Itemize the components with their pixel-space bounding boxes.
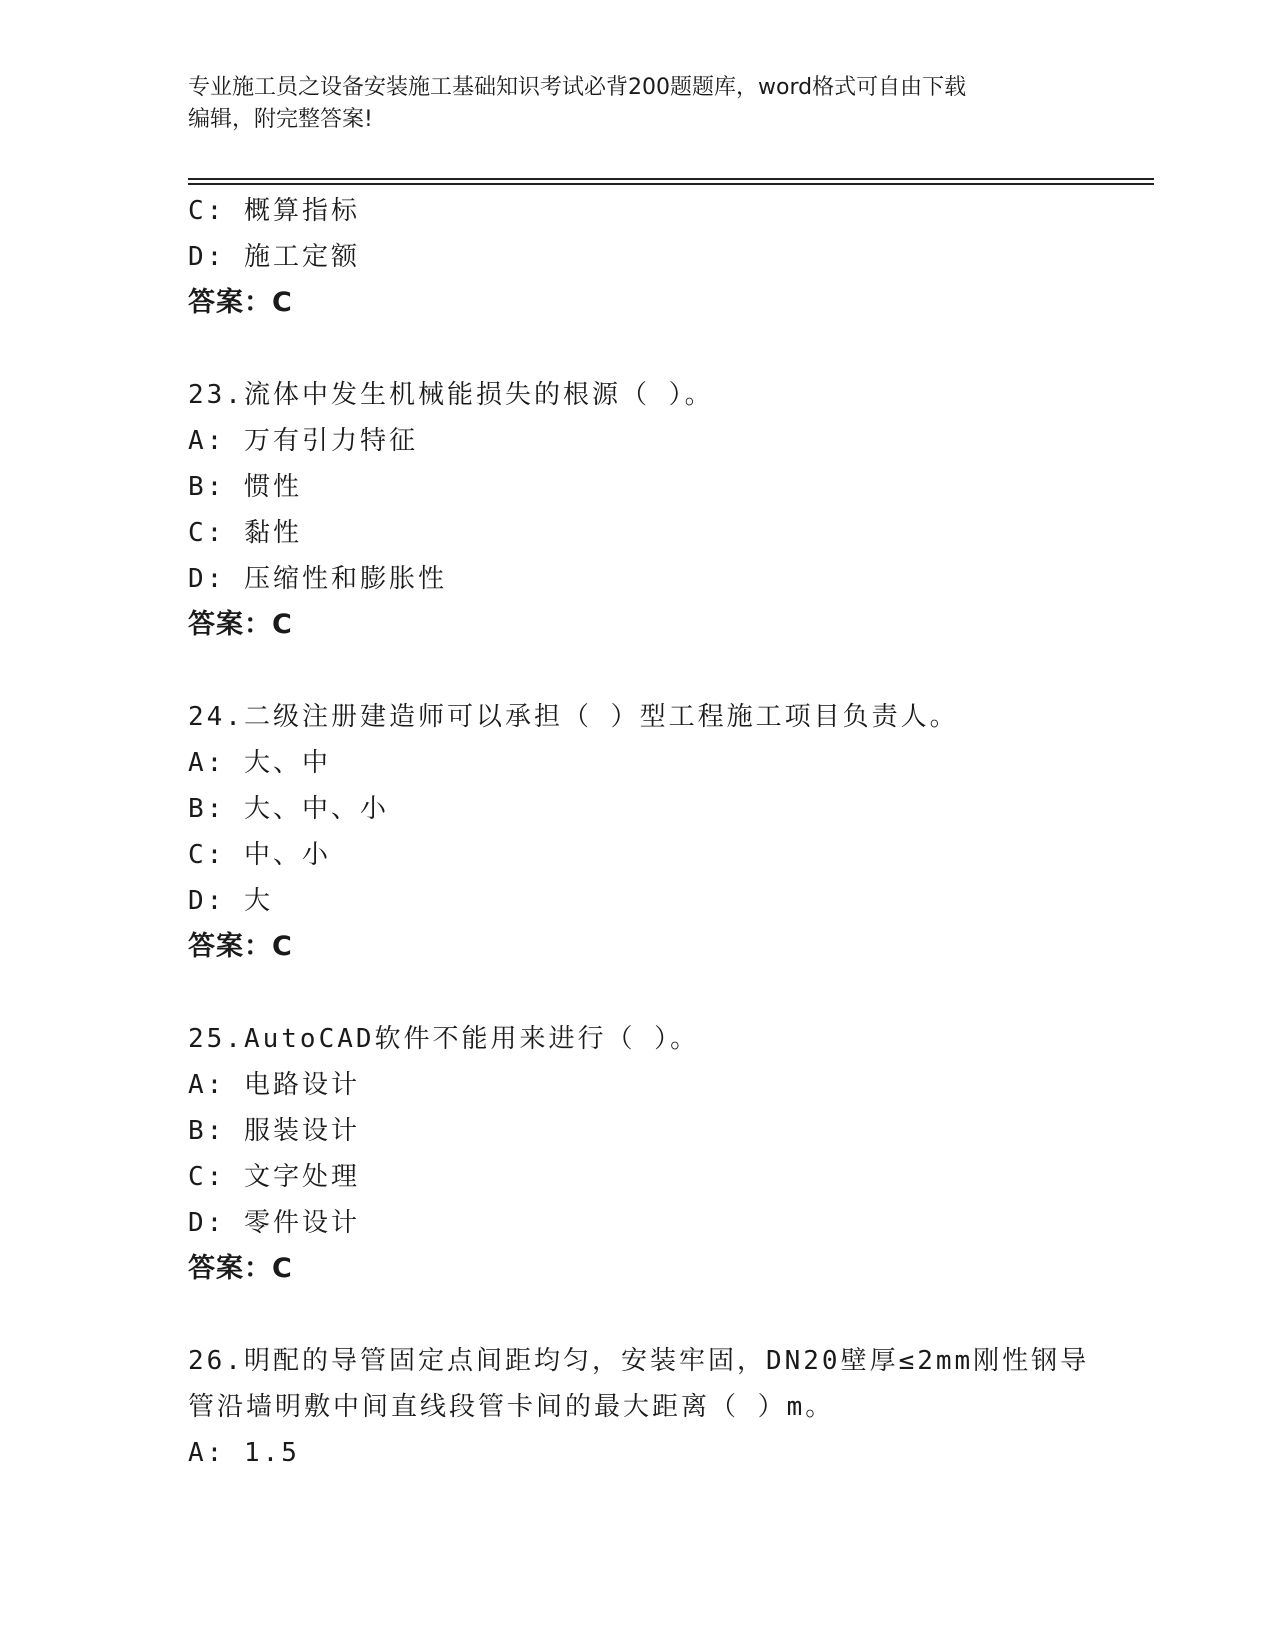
question-25-text: 25.AutoCAD软件不能用来进行（ ）。 (188, 1024, 700, 1054)
header-divider-bottom (188, 183, 1154, 185)
question-23-option-b: B: 惯性 (188, 472, 302, 502)
question-23-option-a: A: 万有引力特征 (188, 426, 418, 456)
question-24-option-a: A: 大、中 (188, 748, 331, 778)
question-25-option-d: D: 零件设计 (188, 1208, 360, 1238)
option-d: D: 施工定额 (188, 242, 360, 272)
question-24-option-c: C: 中、小 (188, 840, 331, 870)
header-title-line-1: 专业施工员之设备安装施工基础知识考试必背200题题库，word格式可自由下载 (188, 75, 967, 100)
question-23-option-d: D: 压缩性和膨胀性 (188, 564, 447, 594)
question-26-text-line-1: 26.明配的导管固定点间距均匀，安装牢固，DN20壁厚≤2mm刚性钢导 (188, 1346, 1090, 1376)
question-25-option-c: C: 文字处理 (188, 1162, 360, 1192)
question-25-option-a: A: 电路设计 (188, 1070, 360, 1100)
spacer (188, 1292, 1154, 1338)
question-23-text: 23.流体中发生机械能损失的根源（ ）。 (188, 380, 714, 410)
question-26-option-a: A: 1.5 (188, 1438, 300, 1468)
question-24-option-d: D: 大 (188, 886, 273, 916)
page-header (188, 72, 1088, 136)
question-25-option-b: B: 服装设计 (188, 1116, 360, 1146)
question-23-option-c: C: 黏性 (188, 518, 302, 548)
spacer (188, 648, 1154, 694)
question-24-answer: 答案：C (188, 931, 293, 962)
question-26-text-line-2: 管沿墙明敷中间直线段管卡间的最大距离（ ）m。 (188, 1392, 835, 1422)
header-divider-top (188, 178, 1154, 180)
question-23-answer: 答案：C (188, 609, 293, 640)
header-title-line-2: 编辑，附完整答案! (188, 107, 373, 132)
option-c: C: 概算指标 (188, 196, 360, 226)
spacer (188, 326, 1154, 372)
question-24-text: 24.二级注册建造师可以承担（ ）型工程施工项目负责人。 (188, 702, 959, 732)
answer-line: 答案：C (188, 287, 293, 318)
spacer (188, 970, 1154, 1016)
question-content (188, 188, 1154, 1476)
question-25-answer: 答案：C (188, 1253, 293, 1284)
question-24-option-b: B: 大、中、小 (188, 794, 389, 824)
